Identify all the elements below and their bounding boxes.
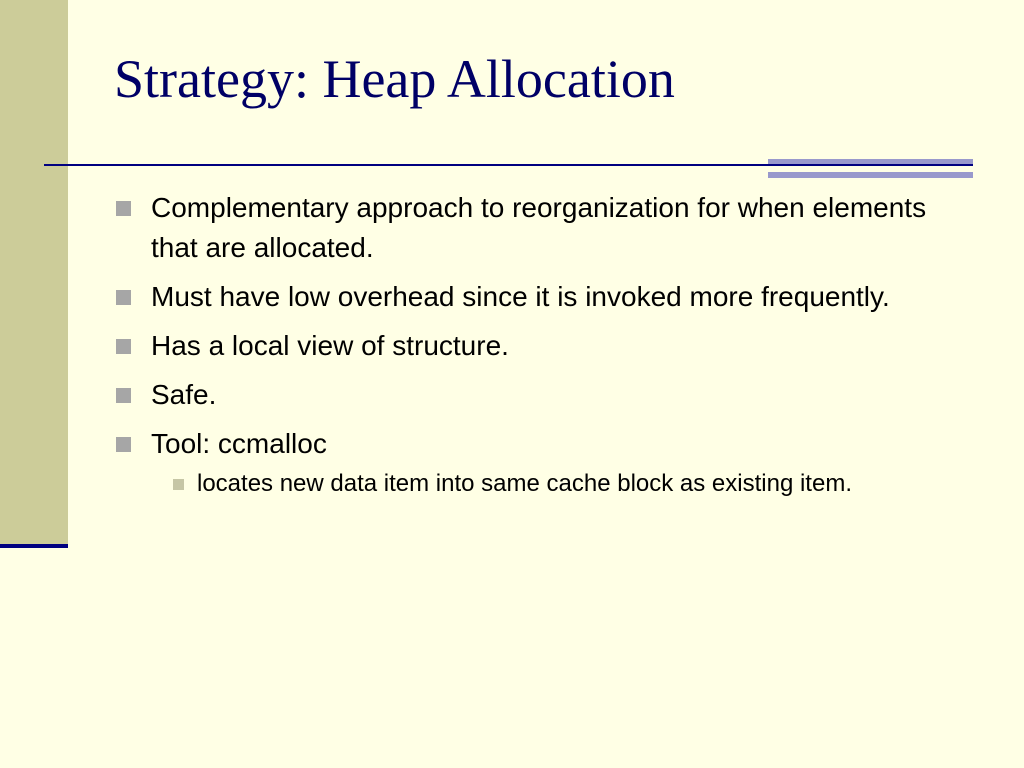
square-bullet-icon bbox=[116, 437, 131, 452]
bullet-item bbox=[114, 424, 974, 503]
sub-bullet-list bbox=[159, 465, 974, 503]
bullet-item bbox=[114, 277, 974, 317]
sub-bullet-text: locates new data item into same cache block as existing item. bbox=[197, 470, 852, 497]
bullet-text: Complementary approach to reorganization for when elements that are allocated. bbox=[151, 192, 927, 263]
sub-bullet-item bbox=[159, 465, 974, 503]
square-bullet-icon bbox=[116, 290, 131, 305]
bullet-text: Safe. bbox=[151, 379, 217, 410]
bullet-text: Has a local view of structure. bbox=[151, 330, 509, 361]
title-accent-bar-bottom bbox=[768, 172, 973, 178]
bullet-item bbox=[114, 326, 974, 366]
slide-title: Strategy: Heap Allocation bbox=[114, 49, 675, 109]
bullet-item bbox=[114, 375, 974, 415]
title-accent-bar-top bbox=[768, 159, 973, 164]
title-rule bbox=[44, 164, 973, 166]
square-bullet-icon bbox=[116, 339, 131, 354]
bullet-text: Must have low overhead since it is invoked more frequently. bbox=[151, 281, 890, 312]
bullet-list bbox=[114, 188, 974, 503]
slide-content bbox=[114, 188, 974, 512]
square-bullet-icon bbox=[116, 388, 131, 403]
small-square-bullet-icon bbox=[173, 479, 184, 490]
square-bullet-icon bbox=[116, 201, 131, 216]
left-bar-underline bbox=[0, 544, 68, 548]
bullet-text: Tool: ccmalloc bbox=[151, 428, 327, 459]
bullet-item bbox=[114, 188, 974, 268]
left-decorative-bar bbox=[0, 0, 68, 544]
